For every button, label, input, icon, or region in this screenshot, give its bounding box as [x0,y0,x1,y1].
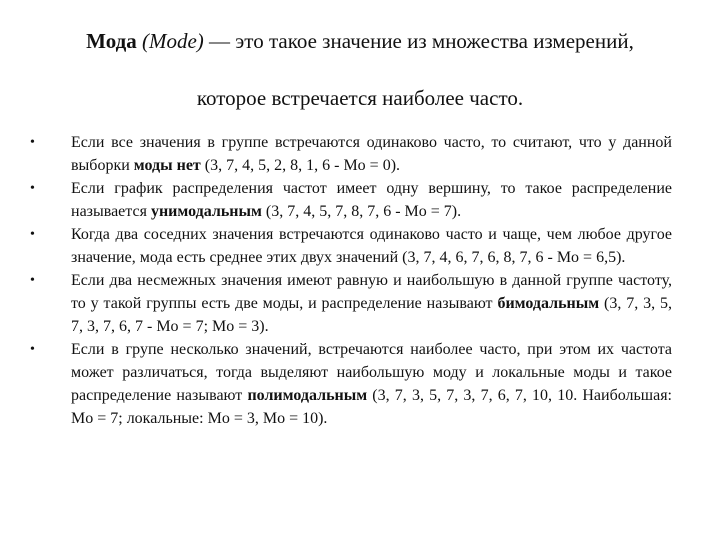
bullet-item-5 [30,338,672,430]
bullet-dot-icon: • [30,342,35,357]
bullet-dot-icon: • [30,181,35,196]
title-definition-start: — это такое значение из множества измерений, [203,29,634,53]
bullet-text: Если в групе несколько значений, встречаются наиболее часто, при этом их частота может различаться, тогда выделяют наибольшую моду и локальные моды и такое распределение называют [71,341,672,404]
bullet-text: Если график распределения частот имеет одну вершину, то такое распределение называется [71,180,672,220]
title-term-english: (Mode) [141,29,204,53]
bullet-bold-term: бимодальным [497,295,600,312]
title-term: Мода [86,29,137,53]
bullet-text: Если два несмежных значения имеют равную и наибольшую в данной группе частоту, то у такой группы есть две моды, и распределение называют [71,272,672,312]
title-line-1 [0,28,720,54]
bullet-bold-term: моды нет [133,157,201,174]
bullet-text: Когда два соседних значения встречаются одинаково часто и чаще, чем любое другое значение, мода есть среднее этих двух значений (3, 7, 4, 6, 7, 6, 8, 7, 6 - Mo = 6,5). [71,226,672,266]
bullet-dot-icon: • [30,135,35,150]
bullet-text-end: (3, 7, 3, 5, 7, 3, 7, 6, 7, 10, 10. Наибольшая: Mo = 7; локальные: Mo = 3, Mo = 10). [71,387,673,427]
bullet-text: Если все значения в группе встречаются одинаково часто, то считают, что у данной выборки [71,134,672,174]
bullet-item-4 [30,269,672,338]
bullet-item-2 [30,177,672,223]
bullet-text-end: (3, 7, 4, 5, 7, 8, 7, 6 - Mo = 7). [261,203,462,220]
title-line-2: которое встречается наиболее часто. [196,86,524,110]
bullet-item-3 [30,223,672,269]
bullet-dot-icon: • [30,227,35,242]
bullet-dot-icon: • [30,273,35,288]
bullet-bold-term: унимодальным [150,203,262,220]
bullet-text-end: (3, 7, 3, 5, 7, 3, 7, 6, 7 - Mo = 7; Mo = 3). [71,295,673,335]
bullet-item-1 [30,131,672,177]
bullet-list [30,131,672,430]
bullet-text-end: (3, 7, 4, 5, 2, 8, 1, 6 - Mo = 0). [200,157,401,174]
bullet-bold-term: полимодальным [247,387,368,404]
